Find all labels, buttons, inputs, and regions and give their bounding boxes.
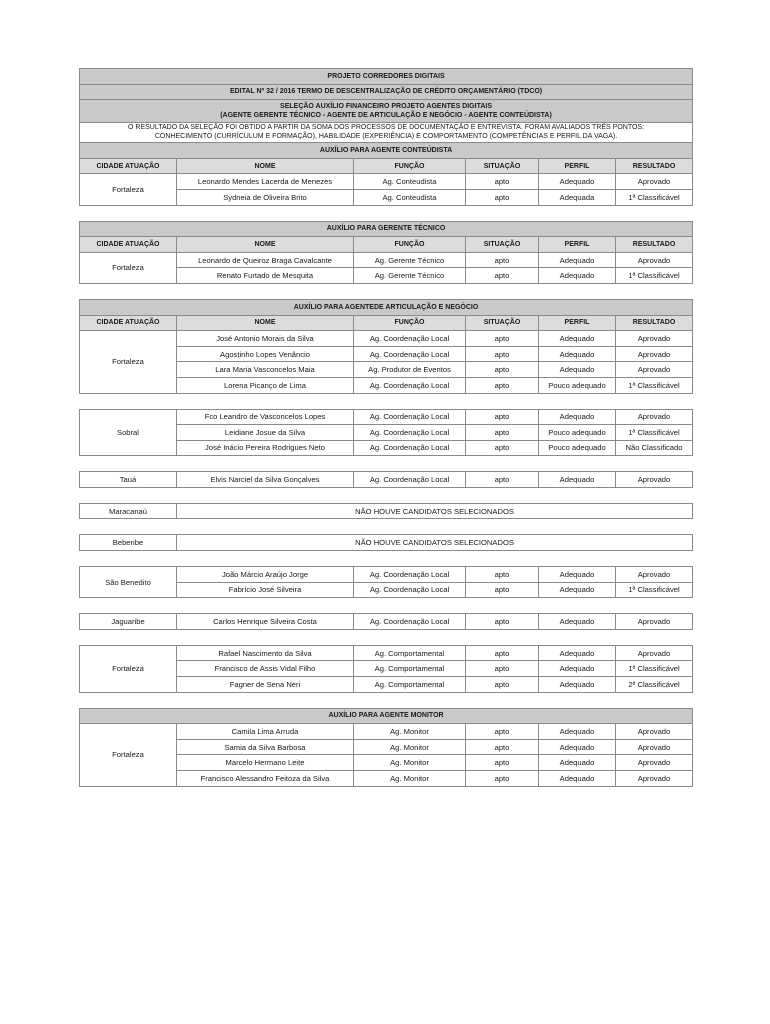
col-perfil: PERFIL (539, 315, 616, 331)
table-row (80, 503, 693, 519)
nome-cell: Leonardo de Queiroz Braga Cavalcante (177, 252, 354, 268)
section-title-conteudista: AUXÍLIO PARA AGENTE CONTEÚDISTA (80, 143, 693, 159)
table-row (80, 331, 693, 347)
city-cell: Fortaleza (80, 252, 177, 283)
city-cell: Jaguaribe (80, 614, 177, 630)
situacao-cell: apto (466, 440, 539, 456)
nome-cell: Elvis Narciel da Silva Gonçalves (177, 472, 354, 488)
table-row (80, 645, 693, 661)
resultado-cell: Aprovado (616, 724, 693, 740)
table-row (80, 567, 693, 583)
table-row (80, 724, 693, 740)
table-articulacao-taua (79, 471, 693, 488)
resultado-cell: Aprovado (616, 771, 693, 787)
table-articulacao-maracanau (79, 503, 693, 520)
perfil-cell: Adequado (539, 362, 616, 378)
nome-cell: Leonardo Mendes Lacerda de Menezes (177, 174, 354, 190)
intro-text (80, 123, 693, 143)
funcao-cell: Ag. Coordenação Local (354, 614, 466, 630)
column-header-row (80, 237, 693, 253)
resultado-cell: Aprovado (616, 362, 693, 378)
situacao-cell: apto (466, 189, 539, 205)
situacao-cell: apto (466, 377, 539, 393)
intro-line-1: O RESULTADO DA SELEÇÃO FOI OBTIDO A PARTIR DA SOMA DOS PROCESSOS DE DOCUMENTAÇÃO E ENTREVISTA. FORAM AVALIADOS TRÊS PONTOS: (128, 124, 645, 132)
nome-cell: Carlos Henrique Silveira Costa (177, 614, 354, 630)
situacao-cell: apto (466, 677, 539, 693)
selection-title (80, 100, 693, 123)
nome-cell: Agostinho Lopes Venâncio (177, 346, 354, 362)
perfil-cell: Adequado (539, 409, 616, 425)
nome-cell: Sydneia de Oliveira Brito (177, 189, 354, 205)
city-cell: Fortaleza (80, 331, 177, 393)
no-candidates-note: NÃO HOUVE CANDIDATOS SELECIONADOS (177, 535, 693, 551)
perfil-cell: Pouco adequado (539, 377, 616, 393)
perfil-cell: Adequado (539, 331, 616, 347)
edital-title: EDITAL Nº 32 / 2016 TERMO DE DESCENTRALIZAÇÃO DE CRÉDITO ORÇAMENTÁRIO (TDCO) (80, 84, 693, 100)
perfil-cell: Adequado (539, 771, 616, 787)
funcao-cell: Ag. Monitor (354, 771, 466, 787)
city-cell: Sobral (80, 409, 177, 456)
situacao-cell: apto (466, 645, 539, 661)
table-row (80, 614, 693, 630)
resultado-cell: Aprovado (616, 331, 693, 347)
selection-line-1: SELEÇÃO AUXÍLIO FINANCEIRO PROJETO AGENTES DIGITAIS (280, 103, 492, 111)
situacao-cell: apto (466, 582, 539, 598)
situacao-cell: apto (466, 362, 539, 378)
situacao-cell: apto (466, 614, 539, 630)
col-situacao: SITUAÇÃO (466, 315, 539, 331)
funcao-cell: Ag. Coordenação Local (354, 582, 466, 598)
table-articulacao-beberibe (79, 534, 693, 551)
table-row (80, 174, 693, 190)
perfil-cell: Adequado (539, 346, 616, 362)
funcao-cell: Ag. Coordenação Local (354, 346, 466, 362)
col-funcao: FUNÇÃO (354, 237, 466, 253)
col-resultado: RESULTADO (616, 237, 693, 253)
funcao-cell: Ag. Monitor (354, 739, 466, 755)
perfil-cell: Adequado (539, 582, 616, 598)
col-cidade: CIDADE ATUAÇÃO (80, 237, 177, 253)
table-articulacao-sao-benedito (79, 566, 693, 598)
perfil-cell: Adequado (539, 645, 616, 661)
resultado-cell: Aprovado (616, 739, 693, 755)
funcao-cell: Ag. Coordenação Local (354, 331, 466, 347)
funcao-cell: Ag. Gerente Técnico (354, 252, 466, 268)
funcao-cell: Ag. Comportamental (354, 661, 466, 677)
resultado-cell: Aprovado (616, 614, 693, 630)
selection-line-2: (AGENTE GERENTE TÉCNICO - AGENTE DE ARTICULAÇÃO E NEGÓCIO - AGENTE CONTEÚDISTA) (220, 112, 552, 120)
nome-cell: Lorena Picanço de Lima (177, 377, 354, 393)
situacao-cell: apto (466, 252, 539, 268)
nome-cell: Fco Leandro de Vasconcelos Lopes (177, 409, 354, 425)
nome-cell: José Antonio Morais da Silva (177, 331, 354, 347)
city-cell: Beberibe (80, 535, 177, 551)
perfil-cell: Adequado (539, 755, 616, 771)
situacao-cell: apto (466, 724, 539, 740)
city-cell: Maracanaú (80, 503, 177, 519)
city-cell: Fortaleza (80, 645, 177, 692)
intro-line-2: CONHECIMENTO (CURRÍCULUM E FORMAÇÃO), HABILIDADE (EXPERIÊNCIA) E COMPORTAMENTO (COMPETÊNCIAS E PERFIL DA VAGA). (154, 132, 618, 140)
funcao-cell: Ag. Comportamental (354, 677, 466, 693)
perfil-cell: Adequado (539, 268, 616, 284)
resultado-cell: Aprovado (616, 472, 693, 488)
resultado-cell: Aprovado (616, 174, 693, 190)
nome-cell: Samia da Silva Barbosa (177, 739, 354, 755)
document (79, 68, 692, 787)
perfil-cell: Adequado (539, 739, 616, 755)
funcao-cell: Ag. Produtor de Eventos (354, 362, 466, 378)
situacao-cell: apto (466, 425, 539, 441)
perfil-cell: Pouco adequado (539, 440, 616, 456)
col-nome: NOME (177, 158, 354, 174)
situacao-cell: apto (466, 472, 539, 488)
situacao-cell: apto (466, 661, 539, 677)
table-row (80, 535, 693, 551)
table-row (80, 472, 693, 488)
situacao-cell: apto (466, 174, 539, 190)
nome-cell: Leidiane Josue da Silva (177, 425, 354, 441)
funcao-cell: Ag. Comportamental (354, 645, 466, 661)
resultado-cell: Aprovado (616, 567, 693, 583)
situacao-cell: apto (466, 268, 539, 284)
funcao-cell: Ag. Conteudista (354, 189, 466, 205)
resultado-cell: 1ª Classificável (616, 377, 693, 393)
col-nome: NOME (177, 315, 354, 331)
col-cidade: CIDADE ATUAÇÃO (80, 158, 177, 174)
funcao-cell: Ag. Conteudista (354, 174, 466, 190)
funcao-cell: Ag. Coordenação Local (354, 567, 466, 583)
table-articulacao-fortaleza (79, 299, 693, 394)
funcao-cell: Ag. Coordenação Local (354, 409, 466, 425)
col-nome: NOME (177, 237, 354, 253)
perfil-cell: Adequado (539, 567, 616, 583)
col-funcao: FUNÇÃO (354, 158, 466, 174)
city-cell: Fortaleza (80, 174, 177, 205)
table-articulacao-sobral (79, 409, 693, 457)
situacao-cell: apto (466, 331, 539, 347)
perfil-cell: Adequado (539, 661, 616, 677)
no-candidates-note: NÃO HOUVE CANDIDATOS SELECIONADOS (177, 503, 693, 519)
situacao-cell: apto (466, 755, 539, 771)
table-conteudista (79, 68, 693, 206)
funcao-cell: Ag. Monitor (354, 755, 466, 771)
project-title: PROJETO CORREDORES DIGITAIS (80, 69, 693, 85)
resultado-cell: 2ª Classificável (616, 677, 693, 693)
section-title-monitor: AUXÍLIO PARA AGENTE MONITOR (80, 708, 693, 724)
funcao-cell: Ag. Coordenação Local (354, 377, 466, 393)
perfil-cell: Adequado (539, 252, 616, 268)
situacao-cell: apto (466, 567, 539, 583)
perfil-cell: Adequado (539, 174, 616, 190)
situacao-cell: apto (466, 346, 539, 362)
resultado-cell: 1ª Classificável (616, 582, 693, 598)
resultado-cell: 1ª Classificável (616, 189, 693, 205)
resultado-cell: Aprovado (616, 252, 693, 268)
nome-cell: Francisco de Assis Vidal Filho (177, 661, 354, 677)
perfil-cell: Adequado (539, 472, 616, 488)
column-header-row (80, 158, 693, 174)
resultado-cell: 1ª Classificável (616, 268, 693, 284)
funcao-cell: Ag. Monitor (354, 724, 466, 740)
resultado-cell: Aprovado (616, 409, 693, 425)
table-articulacao-comportamental (79, 645, 693, 693)
nome-cell: João Márcio Araújo Jorge (177, 567, 354, 583)
resultado-cell: 1ª Classificável (616, 425, 693, 441)
situacao-cell: apto (466, 409, 539, 425)
perfil-cell: Adequado (539, 677, 616, 693)
funcao-cell: Ag. Gerente Técnico (354, 268, 466, 284)
nome-cell: Marcelo Hermano Leite (177, 755, 354, 771)
nome-cell: José Inácio Pereira Rodrigues Neto (177, 440, 354, 456)
perfil-cell: Adequado (539, 724, 616, 740)
resultado-cell: Aprovado (616, 346, 693, 362)
resultado-cell: 1ª Classificável (616, 661, 693, 677)
nome-cell: Fabrício José Silveira (177, 582, 354, 598)
col-resultado: RESULTADO (616, 315, 693, 331)
table-gerente-tecnico (79, 221, 693, 284)
nome-cell: Rafael Nascimento da Silva (177, 645, 354, 661)
table-monitor (79, 708, 693, 787)
column-header-row (80, 315, 693, 331)
situacao-cell: apto (466, 771, 539, 787)
nome-cell: Lara Maria Vasconcelos Maia (177, 362, 354, 378)
table-articulacao-jaguaribe (79, 613, 693, 630)
funcao-cell: Ag. Coordenação Local (354, 425, 466, 441)
section-title-gerente: AUXÍLIO PARA GERENTE TÉCNICO (80, 221, 693, 237)
funcao-cell: Ag. Coordenação Local (354, 440, 466, 456)
city-cell: São Benedito (80, 567, 177, 598)
table-row (80, 409, 693, 425)
resultado-cell: Aprovado (616, 755, 693, 771)
section-title-articulacao: AUXÍLIO PARA AGENTEDE ARTICULAÇÃO E NEGÓCIO (80, 299, 693, 315)
nome-cell: Camila Lima Arruda (177, 724, 354, 740)
nome-cell: Fagner de Sena Neri (177, 677, 354, 693)
nome-cell: Francisco Alessandro Feitoza da Silva (177, 771, 354, 787)
city-cell: Tauá (80, 472, 177, 488)
col-situacao: SITUAÇÃO (466, 158, 539, 174)
perfil-cell: Pouco adequado (539, 425, 616, 441)
col-resultado: RESULTADO (616, 158, 693, 174)
situacao-cell: apto (466, 739, 539, 755)
col-funcao: FUNÇÃO (354, 315, 466, 331)
col-situacao: SITUAÇÃO (466, 237, 539, 253)
perfil-cell: Adequado (539, 614, 616, 630)
nome-cell: Renato Furtado de Mesquita (177, 268, 354, 284)
table-row (80, 252, 693, 268)
perfil-cell: Adequada (539, 189, 616, 205)
resultado-cell: Aprovado (616, 645, 693, 661)
resultado-cell: Não Classificado (616, 440, 693, 456)
col-perfil: PERFIL (539, 158, 616, 174)
funcao-cell: Ag. Coordenação Local (354, 472, 466, 488)
col-cidade: CIDADE ATUAÇÃO (80, 315, 177, 331)
col-perfil: PERFIL (539, 237, 616, 253)
city-cell: Fortaleza (80, 724, 177, 786)
